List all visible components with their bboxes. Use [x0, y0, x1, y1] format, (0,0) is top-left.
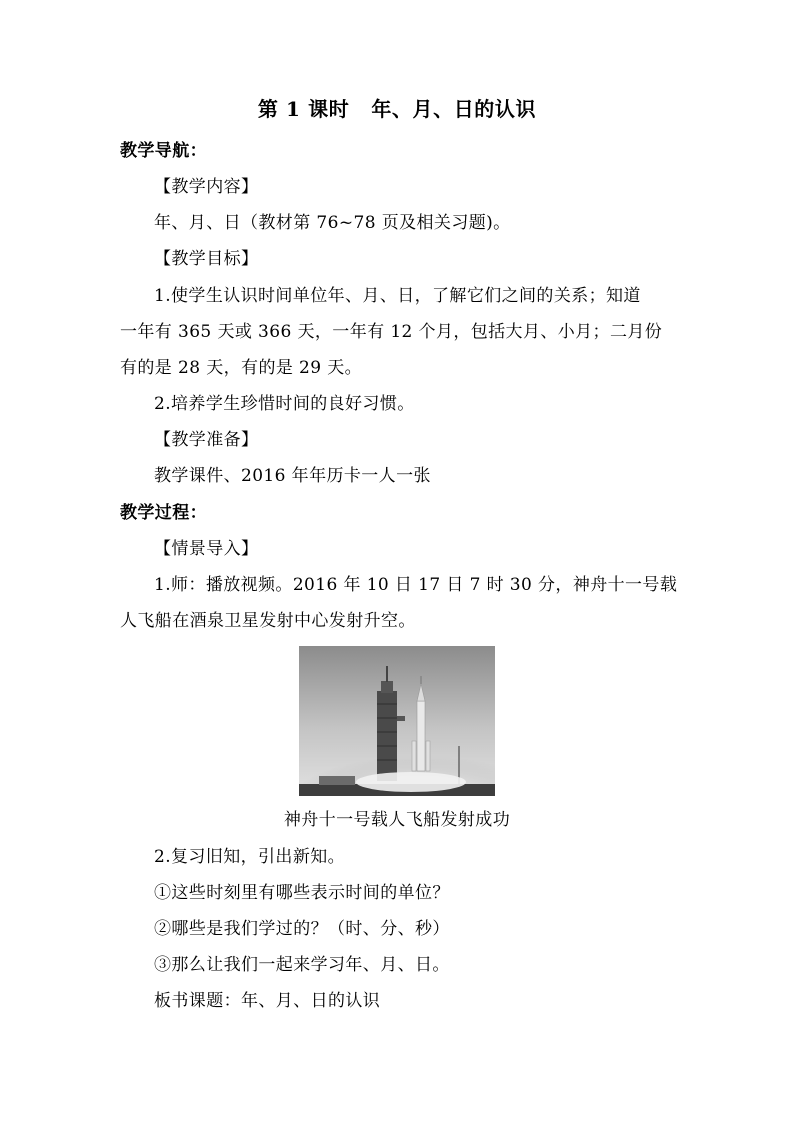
goal-1-line-2: 一年有 365 天或 366 天，一年有 12 个月，包括大月、小月；二月份 [120, 322, 663, 342]
teaching-process-heading: 教学过程： [120, 503, 207, 523]
prep-text: 教学课件、2016 年年历卡一人一张 [154, 466, 431, 486]
question-3: ③那么让我们一起来学习年、月、日。 [154, 955, 450, 975]
scene-label: 【情景导入】 [154, 539, 259, 559]
prep-label: 【教学准备】 [154, 430, 259, 450]
board-title: 板书课题：年、月、日的认识 [154, 991, 381, 1011]
goals-label: 【教学目标】 [154, 249, 259, 269]
content-label: 【教学内容】 [154, 177, 259, 197]
question-1: ①这些时刻里有哪些表示时间的单位？ [154, 883, 450, 903]
step-1-line-1: 1.师：播放视频。2016 年 10 日 17 日 7 时 30 分，神舟十一号载 [154, 575, 678, 595]
photo-caption: 神舟十一号载人飞船发射成功 [283, 810, 511, 830]
step-2: 2.复习旧知，引出新知。 [154, 847, 346, 867]
rocket-launch-photo [299, 646, 495, 796]
lesson-number: 第 1 课时 [257, 97, 350, 121]
lesson-topic: 年、月、日的认识 [371, 97, 537, 121]
question-2: ②哪些是我们学过的？（时、分、秒） [154, 919, 450, 939]
goal-2: 2.培养学生珍惜时间的良好习惯。 [154, 394, 415, 414]
goal-1-line-1: 1.使学生认识时间单位年、月、日，了解它们之间的关系；知道 [154, 286, 641, 306]
teaching-nav-heading: 教学导航： [120, 141, 207, 161]
goal-1-line-3: 有的是 28 天，有的是 29 天。 [120, 358, 363, 378]
content-text: 年、月、日（教材第 76~78 页及相关习题)。 [154, 213, 511, 233]
step-1-line-2: 人飞船在酒泉卫星发射中心发射升空。 [120, 611, 416, 631]
page-title [0, 96, 794, 122]
